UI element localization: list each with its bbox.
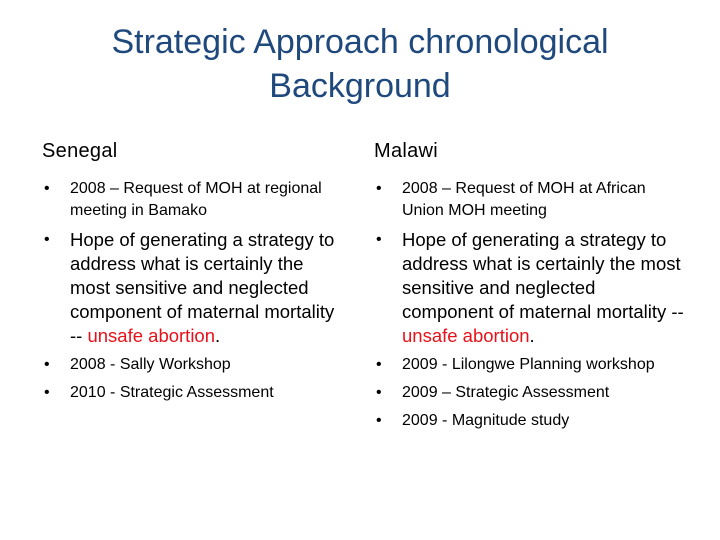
senegal-bullet-3: • 2008 - Sally Workshop xyxy=(42,354,342,376)
senegal-column xyxy=(42,138,342,410)
malawi-bullet-4: • 2009 – Strategic Assessment xyxy=(374,382,684,404)
malawi-bullet-1: • 2008 – Request of MOH at African Union MOH meeting xyxy=(374,178,684,222)
malawi-bullet-list xyxy=(374,178,684,432)
malawi-column xyxy=(374,138,684,438)
senegal-bullet-2 xyxy=(42,228,342,348)
malawi-unsafe-abortion-highlight: unsafe abortion xyxy=(402,325,530,346)
senegal-unsafe-abortion-highlight: unsafe abortion xyxy=(87,325,216,346)
malawi-bullet-3: • 2009 - Lilongwe Planning workshop xyxy=(374,354,684,376)
malawi-bullet-2-text: Hope of generating a strategy to address what is certainly the most sensitive and neglected component of maternal mortality -- xyxy=(402,229,684,322)
senegal-bullet-4: • 2010 - Strategic Assessment xyxy=(42,382,342,404)
malawi-heading: Malawi xyxy=(374,140,439,162)
senegal-bullet-1: • 2008 – Request of MOH at regional meeting in Bamako xyxy=(42,178,342,222)
senegal-bullet-2-text: Hope of generating a strategy to address what is certainly the most sensitive and neglected component of maternal mortality -- xyxy=(70,229,335,346)
malawi-bullet-2 xyxy=(374,228,684,348)
malawi-bullet-2-period: . xyxy=(529,325,535,346)
senegal-heading: Senegal xyxy=(42,140,118,162)
senegal-bullet-2-period: . xyxy=(215,325,221,346)
slide-title: Strategic Approach chronological Background xyxy=(111,23,609,105)
malawi-bullet-5: • 2009 - Magnitude study xyxy=(374,410,684,432)
senegal-bullet-list xyxy=(42,178,342,404)
